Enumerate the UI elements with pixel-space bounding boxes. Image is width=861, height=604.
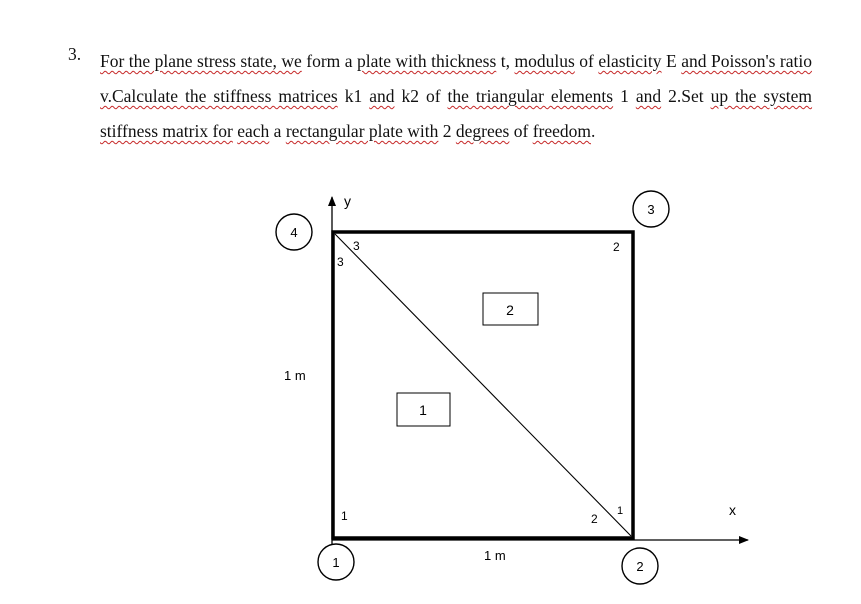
- problem-text-segment: 1: [613, 86, 636, 106]
- local-node-el2-bottom-right: 1: [617, 505, 624, 517]
- problem-text-segment: freedom: [532, 121, 591, 141]
- local-node-el1-top-left: 3: [337, 255, 344, 269]
- problem-text-segment: and Poisson's ratio v.Calculate the stiffness matrices: [100, 51, 812, 106]
- problem-text-segment: and: [369, 86, 395, 106]
- global-node-1: [318, 544, 354, 580]
- problem-text-segment: form a: [301, 51, 358, 71]
- global-node-2: [622, 548, 658, 584]
- element-label-2: [483, 293, 538, 325]
- svg-text:4: 4: [290, 225, 298, 240]
- problem-number: 3.: [68, 44, 82, 64]
- svg-text:1: 1: [419, 402, 427, 418]
- problem-text-segment: up the system stiffness matrix for: [100, 86, 813, 141]
- svg-text:1: 1: [332, 555, 340, 570]
- problem-text-segment: .: [591, 121, 596, 141]
- global-node-4: [276, 214, 312, 250]
- problem-text-segment: of: [509, 121, 533, 141]
- problem-text-segment: 2: [438, 121, 456, 141]
- svg-text:2: 2: [636, 559, 644, 574]
- problem-text-segment: For the plane stress state, we: [100, 51, 302, 71]
- svg-text:3: 3: [647, 202, 655, 217]
- element-divider: [335, 234, 631, 536]
- element-label-1: [397, 393, 450, 426]
- local-node-el1-bottom-right: 2: [591, 512, 598, 526]
- problem-text-segment: k1: [337, 86, 370, 106]
- problem-text-segment: of: [574, 51, 599, 71]
- problem-text-segment: a: [269, 121, 286, 141]
- y-axis-label: y: [344, 193, 351, 209]
- problem-text-segment: 2.Set: [661, 86, 711, 106]
- dimension-bottom: 1 m: [484, 548, 506, 563]
- problem-text-segment: and: [635, 86, 662, 106]
- problem-text-segment: modulus: [514, 51, 575, 71]
- dimension-left: 1 m: [284, 368, 306, 383]
- local-node-el2-top-left: 3: [353, 239, 360, 253]
- local-node-el1-bottom-left: 1: [341, 509, 348, 523]
- problem-text-segment: elasticity: [598, 51, 662, 71]
- problem-text-segment: plate with thickness: [357, 51, 497, 71]
- problem-text-segment: each: [237, 121, 270, 141]
- x-axis-label: x: [729, 502, 736, 518]
- problem-text-segment: degrees: [455, 121, 510, 141]
- problem-text-segment: rectangular plate with: [285, 121, 439, 141]
- problem-text-segment: the triangular elements: [447, 86, 614, 106]
- problem-text-segment: t,: [496, 51, 515, 71]
- global-node-3: [633, 191, 669, 227]
- problem-text-segment: k2 of: [394, 86, 448, 106]
- problem-text-segment: E: [661, 51, 682, 71]
- local-node-el2-top-right: 2: [613, 240, 620, 254]
- svg-text:2: 2: [506, 302, 514, 318]
